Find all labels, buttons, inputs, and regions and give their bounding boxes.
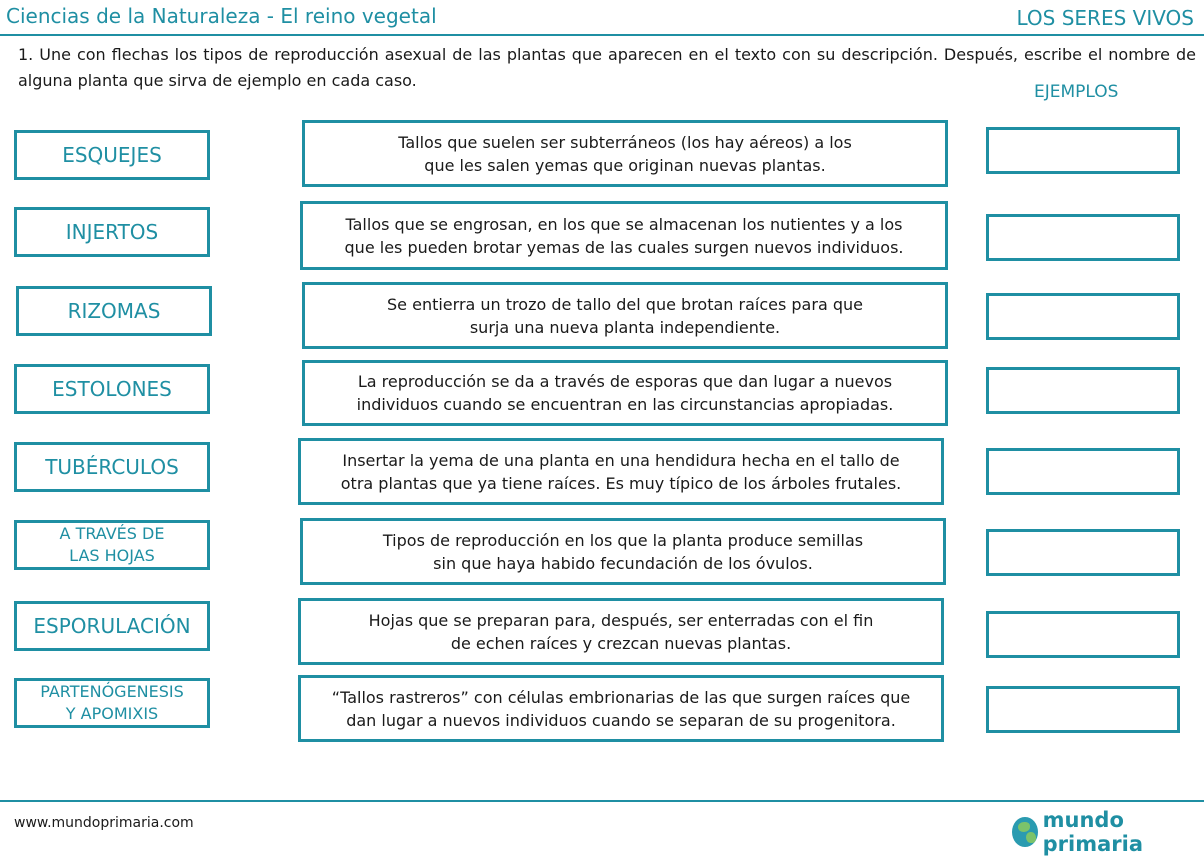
- header-divider: [0, 34, 1204, 36]
- globe-icon: [1012, 817, 1038, 847]
- term-label: ESPORULACIÓN: [33, 614, 191, 638]
- term-label: RIZOMAS: [67, 299, 161, 323]
- description-line2: otra plantas que ya tiene raíces. Es muy típico de los árboles frutales.: [340, 473, 902, 493]
- term-label: INJERTOS: [65, 220, 159, 244]
- description-box[interactable]: [298, 438, 944, 505]
- description-line2: individuos cuando se encuentran en las circunstancias apropiadas.: [356, 395, 894, 414]
- example-answer-box[interactable]: [986, 611, 1180, 658]
- term-label-line2: LAS HOJAS: [69, 546, 155, 565]
- description-line1: La reproducción se da a través de esporas que dan lugar a nuevos: [357, 372, 893, 391]
- description-line2: de echen raíces y crezcan nuevas plantas.: [450, 633, 792, 653]
- description-box[interactable]: [302, 120, 948, 187]
- description-line2: sin que haya habido fecundación de los óvulos.: [433, 553, 813, 573]
- topic-title: LOS SERES VIVOS: [1016, 6, 1194, 30]
- term-label-line1: A TRAVÉS DE: [59, 524, 165, 543]
- description-box[interactable]: [300, 518, 946, 585]
- description-box[interactable]: [300, 201, 948, 270]
- term-label: TUBÉRCULOS: [45, 455, 179, 479]
- term-label-line2: Y APOMIXIS: [65, 704, 159, 723]
- description-line1: Insertar la yema de una planta en una hendidura hecha en el tallo de: [342, 450, 900, 470]
- term-label: ESTOLONES: [52, 377, 172, 401]
- term-box-estolones[interactable]: [14, 364, 210, 414]
- example-answer-box[interactable]: [986, 127, 1180, 174]
- description-box[interactable]: [302, 282, 948, 349]
- term-box-esquejes[interactable]: [14, 130, 210, 180]
- description-box[interactable]: [298, 598, 944, 665]
- example-answer-box[interactable]: [986, 293, 1180, 340]
- description-line1: “Tallos rastreros” con células embrionarias de las que surgen raíces que: [331, 687, 911, 707]
- description-line1: Tipos de reproducción en los que la planta produce semillas: [382, 530, 864, 550]
- description-line2: que les pueden brotar yemas de las cuales surgen nuevos individuos.: [344, 237, 904, 257]
- term-box-injertos[interactable]: [14, 207, 210, 257]
- term-box-rizomas[interactable]: [16, 286, 212, 336]
- term-box-a-traves-de-las-hojas[interactable]: [14, 520, 210, 570]
- description-line1: Se entierra un trozo de tallo del que brotan raíces para que: [387, 294, 863, 314]
- example-answer-box[interactable]: [986, 214, 1180, 261]
- term-box-tuberculos[interactable]: [14, 442, 210, 492]
- brand-logo[interactable]: [1012, 808, 1204, 856]
- description-line2: dan lugar a nuevos individuos cuando se separan de su progenitora.: [346, 710, 896, 730]
- example-answer-box[interactable]: [986, 448, 1180, 495]
- description-line1: Tallos que suelen ser subterráneos (los hay aéreos) a los: [398, 132, 852, 152]
- description-box[interactable]: [302, 360, 948, 426]
- example-answer-box[interactable]: [986, 529, 1180, 576]
- subject-title: Ciencias de la Naturaleza - El reino vegetal: [6, 4, 437, 28]
- footer-url[interactable]: www.mundoprimaria.com: [14, 815, 194, 831]
- description-line2: que les salen yemas que originan nuevas plantas.: [424, 155, 826, 175]
- term-box-partenogenesis[interactable]: [14, 678, 210, 728]
- example-answer-box[interactable]: [986, 367, 1180, 414]
- term-label: ESQUEJES: [62, 143, 162, 167]
- example-answer-box[interactable]: [986, 686, 1180, 733]
- term-label-line1: PARTENÓGENESIS: [40, 682, 184, 701]
- brand-logo-text: mundo primaria: [1042, 808, 1143, 856]
- term-box-esporulacion[interactable]: [14, 601, 210, 651]
- footer-divider: [0, 800, 1204, 802]
- examples-heading: EJEMPLOS: [1034, 82, 1119, 102]
- description-line1: Tallos que se engrosan, en los que se almacenan los nutientes y a los: [345, 214, 903, 234]
- description-box[interactable]: [298, 675, 944, 742]
- description-line1: Hojas que se preparan para, después, ser enterradas con el fin: [368, 610, 874, 630]
- description-line2: surja una nueva planta independiente.: [469, 317, 781, 337]
- exercise-instruction: 1. Une con flechas los tipos de reproducción asexual de las plantas que aparecen en el texto con su descripción. Después, escribe el nombre de alguna planta que sirva de ejemplo en cada caso.: [18, 45, 1196, 90]
